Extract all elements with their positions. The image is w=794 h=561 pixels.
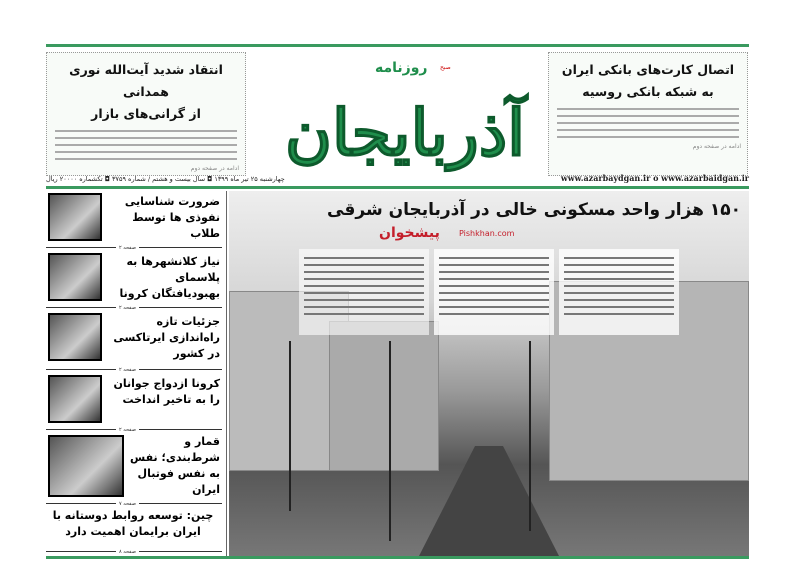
page-ref: صفحه ۸ [116, 548, 139, 556]
power-pole [289, 341, 291, 511]
header-rule [46, 186, 749, 189]
teaser-body-text [53, 130, 239, 160]
watermark-url: Pishkhan.com [459, 229, 515, 238]
left-teaser-title-2: از گرانی‌های بازار [91, 106, 201, 121]
page-ref: صفحه ۷ [116, 500, 139, 508]
news-title: جزئیات تازه راه‌اندازی ایرتاکسی در کشور [113, 315, 220, 360]
dateline [46, 173, 749, 185]
website-urls[interactable]: www.azarbaydgan.ir o www.azarbaidgan.ir [560, 173, 749, 183]
news-item[interactable] [46, 310, 222, 373]
masthead [265, 52, 545, 174]
news-photo [48, 193, 102, 241]
newspaper-logo: آذربایجان [284, 96, 526, 171]
sidebar-news [46, 190, 222, 556]
logo-subtitle: روزنامه [375, 60, 428, 76]
news-photo [48, 435, 124, 497]
page-ref: صفحه ۲ [116, 366, 139, 374]
news-title: چین: توسعه روابط دوستانه با ایران برایمان اهمیت دارد [52, 509, 214, 538]
page-ref: صفحه ۲ [116, 304, 139, 312]
continued-note: ادامه در صفحه دوم [190, 165, 239, 172]
news-title: کرونا ازدواج جوانان را به تاخیر انداخت [113, 377, 220, 406]
power-pole [529, 341, 531, 531]
news-title: نیاز کلانشهرها به پلاسمای بهبودیافتگان کرونا [119, 255, 220, 300]
news-item[interactable] [46, 250, 222, 311]
news-title: ضرورت شناسایی نفوذی ها توسط طلاب [124, 195, 220, 240]
main-story[interactable] [229, 191, 749, 556]
lead-text [299, 249, 429, 335]
news-photo [48, 253, 102, 301]
right-teaser-title-1: اتصال کارت‌های بانکی ایران [561, 62, 735, 77]
right-teaser-title-2: به شبکه بانکی روسیه [582, 84, 714, 99]
lead-text [434, 249, 554, 335]
left-teaser-box[interactable] [46, 52, 246, 176]
building-image [329, 321, 439, 471]
power-pole [389, 341, 391, 541]
issue-date: چهارشنبه ۲۵ تیر ماه ۱۳۹۹ ◘ سال بیست و هشتم / شماره ۳۷۵۹ ◘ تکشماره ۲۰۰۰۰ ریال [46, 175, 285, 183]
news-photo [48, 313, 102, 361]
news-item[interactable] [46, 432, 222, 507]
top-rule [46, 44, 749, 47]
logo-tag: صبح [440, 64, 451, 71]
right-teaser-box[interactable] [548, 52, 748, 176]
left-teaser-title-1: انتقاد شدید آیت‌الله نوری همدانی [69, 62, 223, 99]
column-divider [226, 191, 227, 556]
page-ref: صفحه ۲ [116, 244, 139, 252]
page-ref: صفحه ۲ [116, 426, 139, 434]
continued-note: ادامه در صفحه دوم [692, 143, 741, 150]
main-headline: ۱۵۰ هزار واحد مسکونی خالی در آذربایجان شرقی [327, 200, 741, 220]
news-item[interactable] [46, 190, 222, 251]
news-photo [48, 375, 102, 423]
news-item[interactable] [46, 372, 222, 433]
lead-text [559, 249, 679, 335]
teaser-body-text [555, 108, 741, 138]
news-title: قمار و شرط‌بندی؛ نفس به نفس فوتبال ایران [130, 435, 220, 496]
bottom-rule [46, 556, 749, 559]
news-item[interactable] [46, 506, 222, 555]
watermark-logo: پیشخوان [379, 225, 440, 241]
road-image [419, 446, 559, 556]
